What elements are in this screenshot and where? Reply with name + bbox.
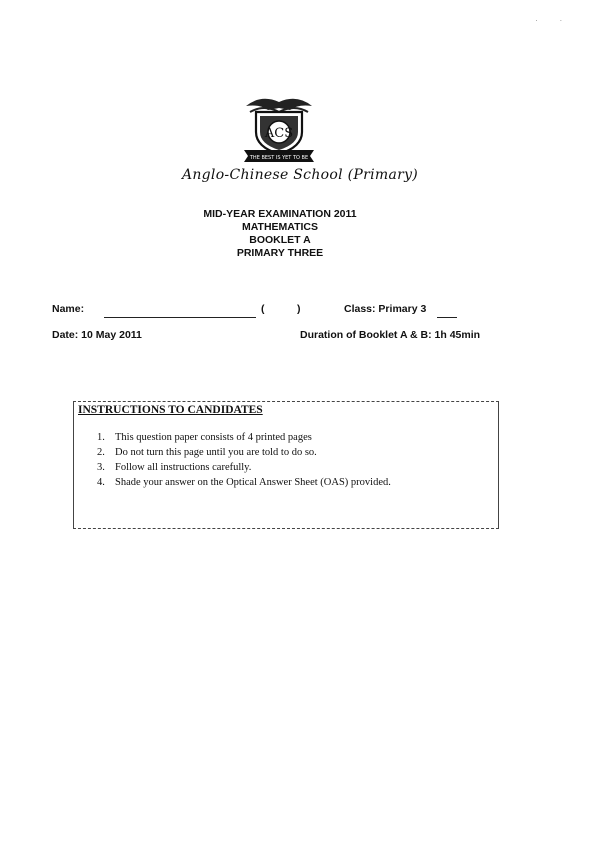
instruction-number: 3. — [97, 462, 105, 473]
instruction-number: 4. — [97, 477, 105, 488]
duration-label: Duration of Booklet A & B: 1h 45min — [300, 329, 481, 341]
register-number-close: ) — [297, 303, 301, 315]
scan-marks: . . — [535, 14, 572, 23]
name-input-line[interactable] — [104, 317, 256, 318]
instruction-item — [97, 430, 391, 445]
instructions-list — [97, 430, 391, 490]
instruction-number: 1. — [97, 432, 105, 443]
instruction-item — [97, 475, 391, 490]
instruction-text: Shade your answer on the Optical Answer Sheet (OAS) provided. — [115, 477, 391, 488]
instruction-item — [97, 460, 391, 475]
crest-letters: ACS — [264, 126, 294, 141]
crest-motto: THE BEST IS YET TO BE — [249, 155, 309, 161]
instruction-text: Do not turn this page until you are told to do so. — [115, 447, 317, 458]
crest-icon — [236, 92, 322, 164]
instruction-text: Follow all instructions carefully. — [115, 462, 252, 473]
name-label: Name: — [52, 303, 85, 315]
school-crest — [236, 92, 322, 164]
school-name: Anglo-Chinese School (Primary) — [181, 167, 419, 183]
exam-level: PRIMARY THREE — [236, 247, 324, 259]
exam-title: MID-YEAR EXAMINATION 2011 — [203, 208, 357, 220]
instructions-title: INSTRUCTIONS TO CANDIDATES — [78, 404, 263, 416]
instruction-text: This question paper consists of 4 printed pages — [115, 432, 312, 443]
class-input-line[interactable] — [437, 317, 457, 318]
exam-booklet: BOOKLET A — [249, 234, 311, 246]
date-label: Date: 10 May 2011 — [52, 329, 142, 341]
register-number-open: ( — [261, 303, 265, 315]
exam-subject: MATHEMATICS — [241, 221, 319, 233]
instruction-number: 2. — [97, 447, 105, 458]
instruction-item — [97, 445, 391, 460]
class-label: Class: Primary 3 — [344, 303, 427, 315]
